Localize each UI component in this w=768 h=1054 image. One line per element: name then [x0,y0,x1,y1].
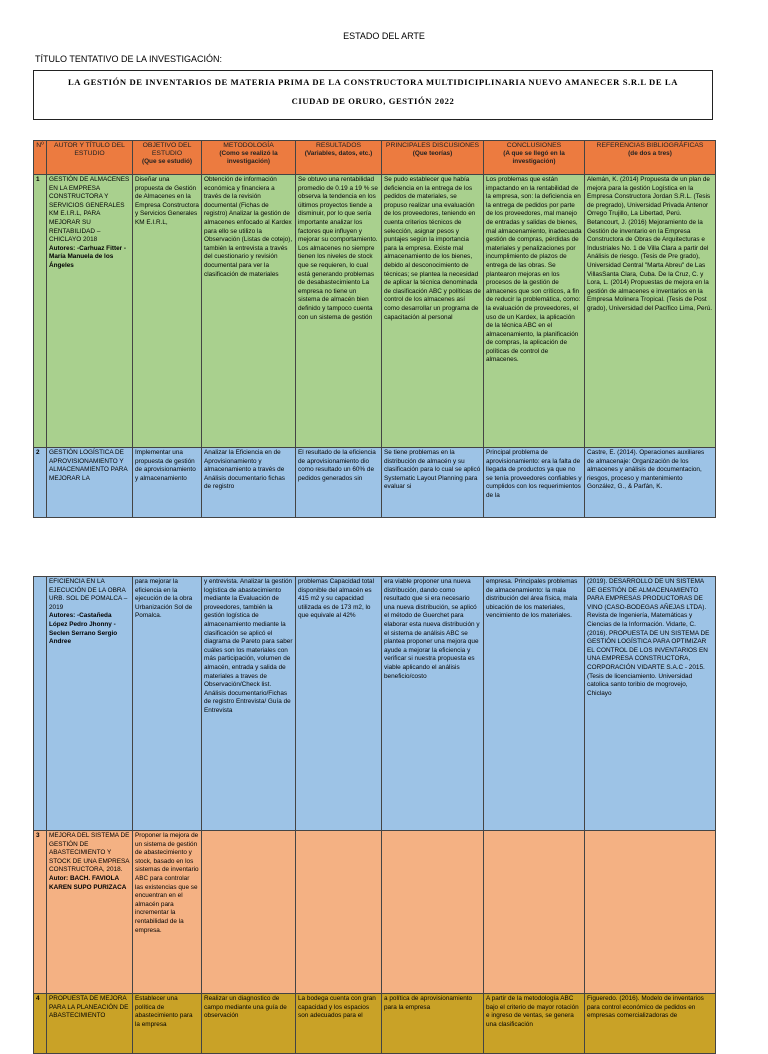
table-row [34,577,716,831]
table-row [34,448,716,518]
methodology-cell [202,831,296,994]
column-header-methodology: METODOLOGÍA (Como se realizó la investigación) [202,141,296,175]
references-cell: (2019). DESARROLLO DE UN SISTEMA DE GESTIÓN DE ALMACENAMIENTO PARA EMPRESAS PRODUCTORAS DE VINO (CASO-BODEGAS AÑEJAS LTDA). Revista de Ingeniería, Matemáticas y Ciencias de la Información. Vidarte, C. (2016). PROPUESTA DE UN SISTEMA DE GESTIÓN LOGÍSTICA PARA OPTIMIZAR EL CONTROL DE LOS INVENTARIOS EN UNA EMPRESA CONSTRUCTORA, CORPORACIÓN VIDARTE S.A.C - 2015. (Tesis de licenciamiento. Universidad catolica santo toribio de mogrovejo, Chiclayo [585,577,716,831]
row-number [34,577,47,831]
author-cell: MEJORA DEL SISTEMA DE GESTIÓN DE ABASTECIMIENTO Y STOCK DE UNA EMPRESA CONSTRUCTORA, 2018. Autor: BACH. FAVIOLA KAREN SUPO PURIZACA [47,831,133,994]
author-cell: PROPUESTA DE MEJORA PARA LA PLANEACIÓN DE ABASTECIMIENTO [47,994,133,1054]
conclusions-cell: Los problemas que están impactando en la rentabilidad de la empresa, son: la deficiencia en la entrega de pedidos por parte de los proveedores, mal manejo de entradas y salidas de bienes, mal almacenamiento, inadecuada gestión de compras, pérdidas de materiales y penalizaciones por incumplimiento de plazos de entrega de las obras. Se plantearon mejoras en los procesos de la gestión de almacenes que son críticos, a fin de reducir la problemática, como: la evaluación de proveedores, el uso de un Kardex, la aplicación de la técnica ABC en el almacenamiento, la planificación de compras, la aplicación de políticas de control de almacenes. [484,175,585,448]
discussion-cell: Se pudo establecer que había deficiencia en la entrega de los pedidos de materiales, se propuso realizar una evaluación de los proveedores, teniendo en cuenta criterios técnicos de selección, asignar pesos y puntajes según la importancia para la empresa. Existe mal almacenamiento de los bienes, debido al desconocimiento de técnicas; se plantea la necesidad de aplicar la técnica denominada de clasificación ABC y políticas de control de los almacenes así como desarrollar un programa de capacitación al personal [382,175,484,448]
column-header-author: AUTOR Y TÍTULO DEL ESTUDIO [47,141,133,175]
column-header-discussions: PRINCIPALES DISCUSIONES (Que teorías) [382,141,484,175]
column-header-num: Nº [34,141,47,175]
page-title: ESTADO DEL ARTE [343,31,425,41]
author-cell: EFICIENCIA EN LA EJECUCIÓN DE LA OBRA URB. SOL DE POMALCA – 2019 Autores: -Castañeda López Pedro Jhonny -Seclen Serrano Sergio Andree [47,577,133,831]
tentative-title-label: TÍTULO TENTATIVO DE LA INVESTIGACIÓN: [35,54,223,64]
objective-cell: Establecer una política de abastecimiento para la empresa [133,994,202,1054]
header-row [34,141,716,175]
conclusions-cell: empresa. Principales problemas de almacenamiento: la mala distribución del área física, mala ubicación de los materiales, vencimiento de los materiales. [484,577,585,831]
row-number: 4 [34,994,47,1054]
research-title-line-2: CIUDAD DE ORURO, GESTIÓN 2022 [291,96,455,106]
objective-cell: Implementar una propuesta de gestión de aprovisionamiento y almacenamiento [133,448,202,518]
methodology-cell: y entrevista. Analizar la gestión logística de abastecimiento mediante la Evaluación de proveedores, también la gestión logística de almacenamiento mediante la clasificación se aplicó el diagrama de Pareto para saber cuáles son los materiales con más participación, volumen de almacén, entrada y salida de materiales a traves de Observación/Check list. Análisis documentario/Fichas de registro Entrevista/ Guía de Entrevista [202,577,296,831]
references-cell: Figueredo. (2016). Modelo de inventarios para control económico de pedidos en empresas comercializadoras de [585,994,716,1054]
results-cell: El resultado de la eficiencia de aprovisionamiento dio como resultado un 60% de pedidos generados sin [296,448,382,518]
results-cell [296,831,382,994]
row-number: 1 [34,175,47,448]
objective-cell: para mejorar la eficiencia en la ejecución de la obra Urbanización Sol de Pomalca. [133,577,202,831]
references-cell: Castre, E. (2014). Operaciones auxiliares de almacenaje: Organización de los almacenes y análisis de documentacion, riesgos, proceso y mantenimiento González, G., & Parfán, K. [585,448,716,518]
discussion-cell [382,831,484,994]
research-title-box [33,70,713,120]
table-row [34,994,716,1054]
references-cell [585,831,716,994]
results-cell: Se obtuvo una rentabilidad promedio de 0.19 a 19 % se observa la tendencia en los últimos proyectos tiende a disminuir, por lo que sería importante analizar los factores que influyen y mejorar su comportamiento. Los almacenes no siempre tienen los niveles de stock que se requieren, lo cual está generando problemas de desabastecimiento La empresa no tiene un sistema de almacén bien definido y tampoco cuenta con un sistema de gestión [296,175,382,448]
methodology-cell: Realizar un diagnostico de campo mediante una guía de observación [202,994,296,1054]
references-cell: Alemán, K. (2014) Propuesta de un plan de mejora para la gestión Logística en la Empresa Constructora Jordan S.R.L. (Tesis de pregrado), Universidad Privada Antenor Orrego Trujillo, La Libertad, Perú. Betancourt, J. (2016) Mejoramiento de la Gestión de inventario en la Empresa Constructora de Obras de Arquitecturas e Industriales No. 1 de Villa Clara a partir del Análisis de riesgo. (Tesis de Pre grado), Universidad Central "Marta Abreu" de Las VillasSanta Clara, Cuba. De la Cruz, C. y Lora, L. (2014) Propuestas de mejora en la gestión de almacenes e inventarios en la Empresa Molinera Tropical. (Tesis de Post grado), Universidad del Pacífico Lima, Perú. [585,175,716,448]
discussion-cell: Se tiene problemas en la distribución de almacén y su clasificación para lo cual se aplicó Systematic Layout Planning para evaluar si [382,448,484,518]
results-cell: problemas Capacidad total disponible del almacén es 415 m2 y su capacidad utilizada es de 173 m2, lo que equivale al 42% [296,577,382,831]
objective-cell: Proponer la mejora de un sistema de gestión de abastecimiento y stock, basado en los sistemas de inventario ABC para controlar las existencias que se encuentran en el almacén para incrementar la rentabilidad de la empresa. [133,831,202,994]
table-row [34,831,716,994]
state-of-art-table-page-1 [33,140,716,511]
methodology-cell: Analizar la Eficiencia en de Aprovisionamiento y almacenamiento a través de Análisis documentario fichas de registro [202,448,296,518]
conclusions-cell: A partir de la metodología ABC bajo el criterio de mayor rotación e ingreso de ventas, se genera una clasificación [484,994,585,1054]
discussion-cell: era viable proponer una nueva distribución, dando como resultado que si era necesario una nueva distribución, se aplicó el método de Guerchet para elaborar esta nueva distribución y el sistema de análisis ABC se plantea proponer una mejora que ayude a mejorar la eficiencia y verificar si nuestra propuesta es viable aplicando el análisis beneficio/costo [382,577,484,831]
column-header-references: REFERENCIAS BIBLIOGRÁFICAS (de dos a tres) [585,141,716,175]
column-header-objective: OBJETIVO DEL ESTUDIO (Que se estudió) [133,141,202,175]
discussion-cell: a política de aprovisionamiento para la empresa [382,994,484,1054]
methodology-cell: Obtención de información económica y financiera a través de la revisión documental (Fichas de registro) Analizar la gestión de almacenes enfocado al Kardex para ello se utilizo la Observación (Listas de cotejo), también la entrevista a través del cuestionario y revisión documental para ver la clasificación de materiales [202,175,296,448]
row-number: 2 [34,448,47,518]
objective-cell: Diseñar una propuesta de Gestión de Almacenes en la Empresa Constructora y Servicios Generales KM E.I.R.L, [133,175,202,448]
column-header-conclusions: CONCLUSIONES (A que se llegó en la investigación) [484,141,585,175]
research-title-line-1: LA GESTIÓN DE INVENTARIOS DE MATERIA PRIMA DE LA CONSTRUCTORA MULTIDICIPLINARIA NUEVO AMANECER S.R.L DE LA [67,77,679,87]
conclusions-cell [484,831,585,994]
author-cell: GESTIÓN DE ALMACENES EN LA EMPRESA CONSTRUCTORA Y SERVICIOS GENERALES KM E.I.R.L, PARA MEJORAR SU RENTABILIDAD – CHICLAYO 2018 Autores: -Carhuaz Fitter -María Manuela de los Ángeles [47,175,133,448]
state-of-art-table-page-2 [33,576,716,1028]
author-cell: GESTIÓN LOGÍSTICA DE APROVISIONAMIENTO Y ALMACENAMIENTO PARA MEJORAR LA [47,448,133,518]
table-row [34,175,716,448]
column-header-results: RESULTADOS (Variables, datos, etc.) [296,141,382,175]
conclusions-cell: Principal problema de aprovisionamiento: era la falta de llegada de productos ya que no se tenía proveedores confiables y cumplidos con los requerimientos de la [484,448,585,518]
row-number: 3 [34,831,47,994]
results-cell: La bodega cuenta con gran capacidad y los espacios son adecuados para el [296,994,382,1054]
